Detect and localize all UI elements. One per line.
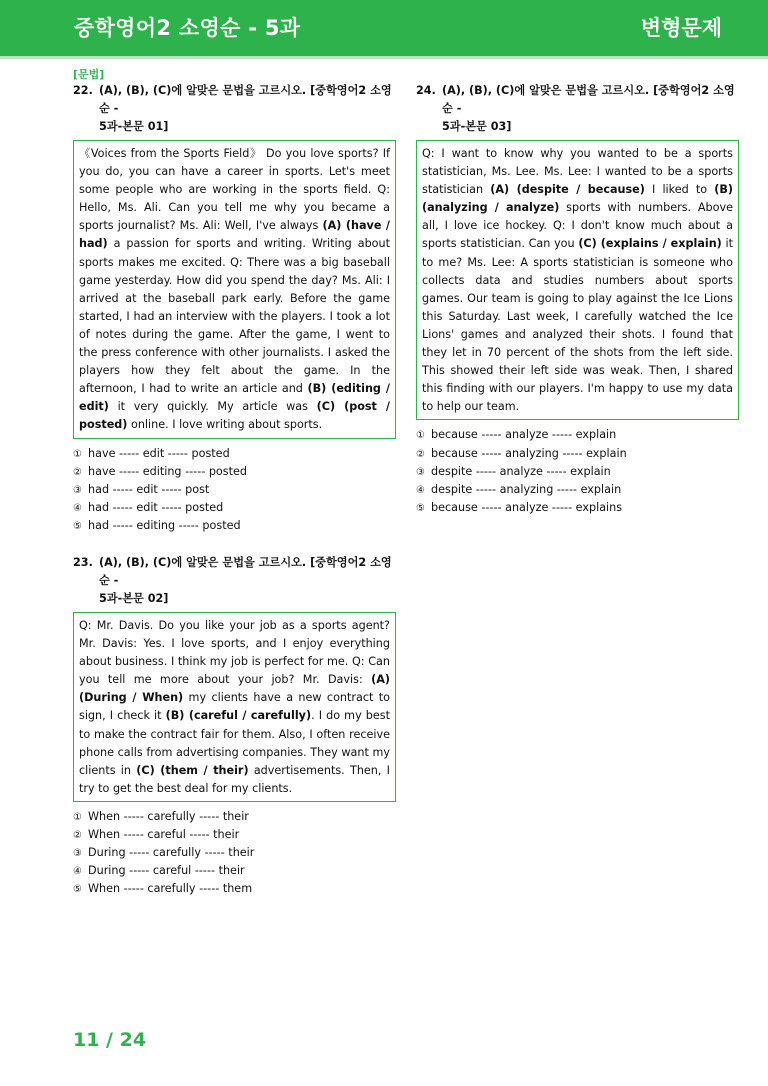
passage-text: my clients have a new contract to sign, I check it <box>79 691 390 723</box>
passage-text: it to me? Ms. Lee: A sports statistician is someone who collects data and studies numbers about sports games. Our team is going to play against the Ice Lions this Saturday. Last week, I carefully watched the Ice Lions' games and analyzed their shots. I found that they let in 70 percent of the shots from the left side. This showed their left side was weak. Then, I shared this finding with our players. I'm happy to use my data to help our team. <box>422 237 733 414</box>
passage-text: Q: Mr. Davis. Do you like your job as a sports agent? Mr. Davis: Yes. I love sports, and I enjoy everything about business. I think my job is perfect for me. Q: Can you tell me more about your job? Mr. Davis: <box>79 618 390 687</box>
answer-option[interactable] <box>73 844 396 862</box>
option-text: had ----- edit ----- post <box>88 482 210 496</box>
header-divider <box>0 56 768 59</box>
page-number: 11 / 24 <box>73 1029 147 1051</box>
answer-option[interactable] <box>73 826 396 844</box>
question-24 <box>416 82 739 517</box>
question-number: 22. <box>73 84 93 97</box>
option-number: ③ <box>73 484 82 496</box>
passage-text: a passion for sports and writing. Writing about sports makes me excited. Q: There was a big baseball game yesterday. How did you spend the day? Ms. Ali: I arrived at the baseball park early. Before the game started, I had an interview with the players. I took a lot of notes during the game. After the game, I went to the press conference with other journalists. I asked the players how they felt about the game. In the afternoon, I had to write an article and <box>79 237 390 396</box>
blank-choice: (B) (editing / edit) <box>79 382 390 414</box>
option-number: ④ <box>73 502 82 514</box>
option-text: During ----- careful ----- their <box>88 864 245 878</box>
answer-option[interactable] <box>73 517 396 535</box>
prompt-line-2: 5과-본문 03] <box>442 120 512 133</box>
answer-option[interactable] <box>416 499 739 517</box>
passage-text: Q: I want to know why you wanted to be a sports statistician, Ms. Lee. Ms. Lee: I wanted to be a sports statistician <box>422 147 733 197</box>
option-number: ⑤ <box>73 884 82 896</box>
option-text: despite ----- analyze ----- explain <box>431 464 611 478</box>
question-22 <box>73 82 396 535</box>
option-number: ③ <box>73 848 82 860</box>
option-number: ② <box>73 830 82 841</box>
passage-box <box>73 140 396 439</box>
option-text: have ----- edit ----- posted <box>88 446 230 460</box>
passage-box <box>416 140 739 420</box>
option-number: ⑤ <box>416 502 425 514</box>
prompt-line-2: 5과-본문 01] <box>99 120 169 133</box>
answer-option[interactable] <box>73 481 396 499</box>
passage-text: online. I love writing about sports. <box>127 418 323 432</box>
question-prompt <box>416 82 739 136</box>
option-text: despite ----- analyzing ----- explain <box>431 482 622 496</box>
blank-choice: (B) (careful / carefully) <box>165 709 312 723</box>
blank-choice: (A) (despite / because) <box>490 183 645 197</box>
option-text: because ----- analyzing ----- explain <box>431 446 627 460</box>
prompt-line-1: (A), (B), (C)에 알맞은 문법을 고르시오. [중학영어2 소영순 - <box>99 84 392 115</box>
passage-text: it very quickly. My article was <box>108 400 317 414</box>
passage-text: . I do my best to make the contract fair for them. Also, I often receive phone calls from advertising companies. They want my clients in <box>79 709 390 777</box>
blank-choice: (A) (have / had) <box>79 219 390 251</box>
question-prompt <box>73 82 396 136</box>
passage-text: 《Voices from the Sports Field》 Do you love sports? If you do, you can have a career in sports. Let's meet some people who are working in the sports field. Q: Hello, Ms. Ali. Can you tell me why you became a sports journalist? Ms. Ali: Well, I've always <box>79 147 390 233</box>
section-tag: [문법] <box>73 68 105 81</box>
worksheet-title: 중학영어2 소영순 - 5과 <box>74 16 301 40</box>
answer-option[interactable] <box>73 880 396 898</box>
prompt-line-1: (A), (B), (C)에 알맞은 문법을 고르시오. [중학영어2 소영순 - <box>99 555 392 587</box>
answer-option[interactable] <box>416 481 739 499</box>
question-number: 23. <box>73 555 93 569</box>
option-number: ② <box>73 466 82 478</box>
answer-option[interactable] <box>73 445 396 463</box>
left-column <box>73 66 396 898</box>
blank-choice: (A) (During / When) <box>79 673 390 705</box>
question-prompt <box>73 554 396 608</box>
option-text: When ----- carefully ----- them <box>88 882 253 896</box>
right-column <box>416 66 739 517</box>
blank-choice: (C) (post / posted) <box>79 400 390 432</box>
option-number: ⑤ <box>73 520 82 532</box>
question-number: 24. <box>416 84 436 97</box>
prompt-line-2: 5과-본문 02] <box>99 591 169 605</box>
passage-text: I liked to <box>644 183 715 197</box>
option-number: ④ <box>73 866 82 878</box>
answer-options <box>416 426 739 516</box>
answer-option[interactable] <box>416 463 739 481</box>
answer-option[interactable] <box>73 862 396 880</box>
option-number: ② <box>416 448 425 460</box>
passage-text: advertisements. Then, I try to get the best deal for my clients. <box>79 763 390 795</box>
blank-choice: (C) (them / their) <box>136 763 249 777</box>
option-number: ① <box>73 448 82 460</box>
option-number: ① <box>416 430 425 442</box>
blank-choice: (B) (analyzing / analyze) <box>422 183 733 215</box>
passage-text: sports with numbers. Above all, I love ice hockey. Q: I don't know much about a sports statistician. Can you <box>422 201 734 251</box>
answer-option[interactable] <box>73 808 396 826</box>
blank-choice: (C) (explains / explain) <box>578 237 722 251</box>
option-number: ③ <box>416 466 425 478</box>
answer-option[interactable] <box>73 499 396 517</box>
option-number: ④ <box>416 484 425 496</box>
answer-option[interactable] <box>73 463 396 481</box>
option-text: because ----- analyze ----- explains <box>431 500 623 514</box>
header-bar <box>0 0 768 56</box>
option-text: had ----- edit ----- posted <box>88 500 224 514</box>
worksheet-type-label: 변형문제 <box>640 16 722 40</box>
prompt-line-1: (A), (B), (C)에 알맞은 문법을 고르시오. [중학영어2 소영순 - <box>442 84 735 115</box>
option-text: because ----- analyze ----- explain <box>431 428 617 442</box>
option-number: ① <box>73 811 82 823</box>
option-text: had ----- editing ----- posted <box>88 518 241 532</box>
answer-options <box>73 808 396 898</box>
answer-options <box>73 445 396 535</box>
answer-option[interactable] <box>416 426 739 444</box>
passage-box <box>73 612 396 802</box>
option-text: During ----- carefully ----- their <box>88 846 255 860</box>
answer-option[interactable] <box>416 445 739 463</box>
option-text: When ----- carefully ----- their <box>88 809 249 823</box>
question-23 <box>73 554 396 898</box>
option-text: have ----- editing ----- posted <box>88 464 247 478</box>
option-text: When ----- careful ----- their <box>88 828 240 841</box>
